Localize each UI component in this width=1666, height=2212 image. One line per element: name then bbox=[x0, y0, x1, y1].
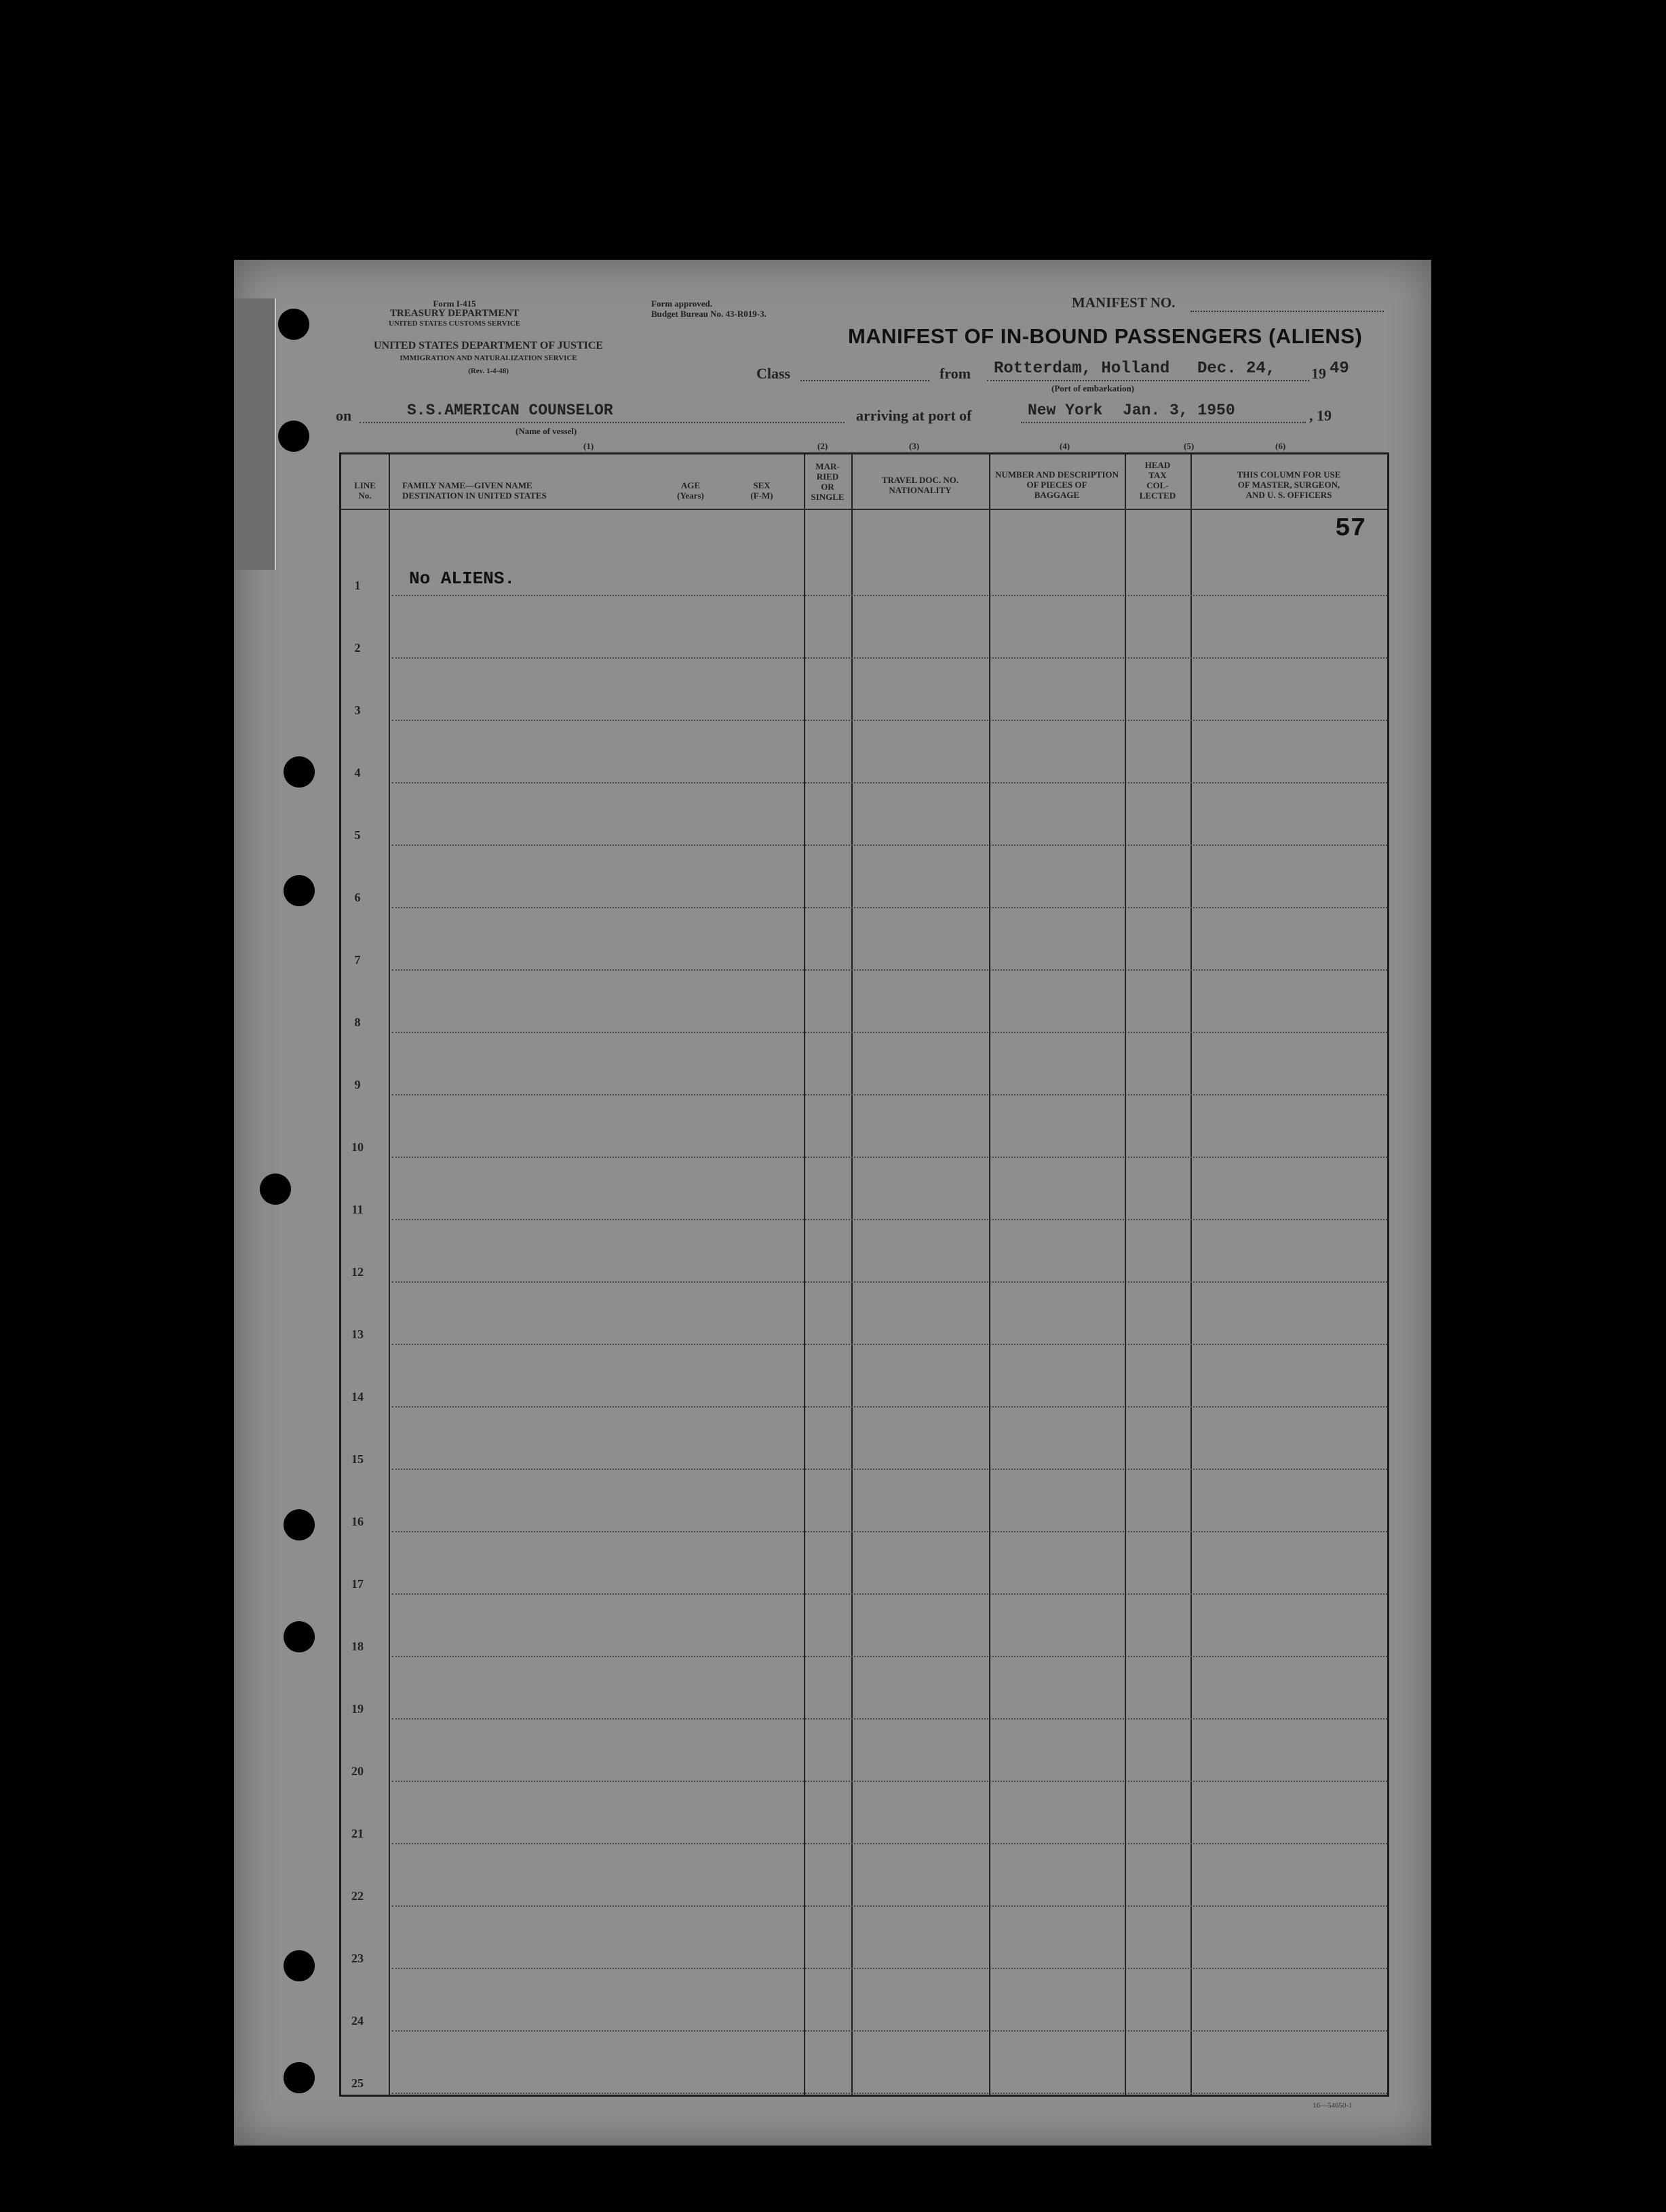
row-line bbox=[392, 1968, 1387, 1969]
row-number: 13 bbox=[351, 1327, 364, 1341]
class-label: Class bbox=[756, 365, 791, 382]
row-line bbox=[392, 969, 1387, 971]
row-number: 11 bbox=[351, 1203, 364, 1216]
justice-block bbox=[332, 339, 644, 378]
binder-hole bbox=[284, 1621, 315, 1652]
col-divider bbox=[851, 454, 853, 2095]
port-embarkation-label: (Port of embarkation) bbox=[1051, 383, 1135, 393]
row-number: 17 bbox=[351, 1577, 364, 1591]
row-number: 23 bbox=[351, 1952, 364, 1965]
row-line bbox=[392, 1656, 1387, 1657]
col-header-age: AGE (Years) bbox=[677, 480, 704, 501]
col-divider bbox=[804, 454, 805, 2095]
row-number: 14 bbox=[351, 1390, 364, 1403]
row-number: 19 bbox=[351, 1702, 364, 1715]
col-divider bbox=[389, 454, 390, 2095]
manifest-no-label: MANIFEST NO. bbox=[1072, 294, 1176, 311]
row-line bbox=[392, 782, 1387, 783]
row-line bbox=[392, 1344, 1387, 1345]
binder-hole bbox=[284, 1950, 315, 1981]
row-line bbox=[392, 720, 1387, 721]
row-number: 4 bbox=[354, 766, 361, 779]
dept-justice: UNITED STATES DEPARTMENT OF JUSTICE bbox=[373, 340, 604, 351]
colnum-5: (5) bbox=[1184, 441, 1195, 451]
binder-hole bbox=[278, 421, 309, 452]
from-port: Rotterdam, Holland bbox=[994, 360, 1170, 378]
binder-hole bbox=[260, 1173, 291, 1205]
row-line bbox=[392, 1905, 1387, 1907]
row-number: 22 bbox=[351, 1889, 364, 1903]
col-header-line: LINE No. bbox=[354, 480, 376, 501]
colnum-6: (6) bbox=[1275, 441, 1286, 451]
approval-block bbox=[651, 298, 767, 319]
on-label: on bbox=[336, 407, 352, 424]
row-line bbox=[392, 1843, 1387, 1844]
row-line bbox=[392, 2093, 1387, 2094]
passenger-table bbox=[339, 452, 1389, 2097]
row-number: 7 bbox=[354, 953, 361, 967]
entry-no-aliens: No ALIENS. bbox=[409, 568, 516, 589]
page-title: MANIFEST OF IN-BOUND PASSENGERS (ALIENS) bbox=[848, 324, 1363, 348]
col-header-officers: THIS COLUMN FOR USE OF MASTER, SURGEON, AND U. S. OFFICERS bbox=[1237, 469, 1341, 500]
row-line bbox=[392, 1157, 1387, 1158]
row-number: 8 bbox=[354, 1015, 361, 1029]
col-header-sex: SEX (F-M) bbox=[750, 480, 773, 501]
row-number: 10 bbox=[351, 1140, 364, 1154]
form-approved: Form approved. bbox=[651, 298, 713, 309]
row-number: 21 bbox=[351, 1827, 364, 1840]
row-number: 12 bbox=[351, 1265, 364, 1279]
col-header-travel-doc: TRAVEL DOC. NO. NATIONALITY bbox=[881, 475, 959, 495]
col-divider bbox=[989, 454, 990, 2095]
row-number: 9 bbox=[354, 1078, 361, 1091]
row-line bbox=[392, 1593, 1387, 1595]
colnum-3: (3) bbox=[909, 441, 920, 451]
year-prefix: 19 bbox=[1311, 365, 1326, 382]
col-header-name: FAMILY NAME—GIVEN NAME DESTINATION IN UNITED STATES bbox=[402, 480, 547, 501]
vessel-label: (Name of vessel) bbox=[516, 426, 577, 436]
row-line bbox=[392, 1032, 1387, 1033]
arriving-label: arriving at port of bbox=[856, 407, 972, 424]
row-line bbox=[392, 1094, 1387, 1095]
form-block bbox=[353, 298, 556, 329]
arrival-line bbox=[1021, 422, 1306, 423]
header-rule bbox=[341, 509, 1387, 510]
row-line bbox=[392, 1781, 1387, 1782]
row-line bbox=[392, 595, 1387, 596]
row-number: 3 bbox=[354, 703, 361, 717]
binder-hole bbox=[278, 309, 309, 340]
customs-service: UNITED STATES CUSTOMS SERVICE bbox=[388, 319, 521, 328]
stamp-number: 57 bbox=[1335, 514, 1366, 543]
year-suffix: 49 bbox=[1330, 360, 1349, 378]
col-divider bbox=[1190, 454, 1192, 2095]
row-number: 6 bbox=[354, 891, 361, 904]
colnum-4: (4) bbox=[1060, 441, 1070, 451]
binder-hole bbox=[284, 875, 315, 906]
form-number: Form I-415 bbox=[433, 298, 476, 309]
ins-service: IMMIGRATION AND NATURALIZATION SERVICE bbox=[400, 354, 577, 362]
revision: (Rev. 1-4-48) bbox=[468, 367, 509, 375]
row-number: 20 bbox=[351, 1764, 364, 1778]
row-number: 24 bbox=[351, 2014, 364, 2027]
manifest-no-line bbox=[1190, 311, 1384, 312]
budget-bureau: Budget Bureau No. 43-R019-3. bbox=[651, 309, 767, 319]
col-header-baggage: NUMBER AND DESCRIPTION OF PIECES OF BAGGAGE bbox=[994, 469, 1119, 500]
row-line bbox=[392, 1219, 1387, 1220]
row-line bbox=[392, 1718, 1387, 1720]
row-line bbox=[392, 1281, 1387, 1283]
from-line bbox=[987, 380, 1309, 381]
row-number: 25 bbox=[351, 2076, 364, 2090]
binder-hole bbox=[284, 2062, 315, 2093]
col-header-head-tax: HEAD TAX COL- LECTED bbox=[1139, 460, 1176, 501]
row-number: 15 bbox=[351, 1452, 364, 1466]
footer-code: 16—54650-1 bbox=[1313, 2101, 1353, 2110]
arrival-port: New York bbox=[1028, 402, 1103, 419]
vessel-line bbox=[360, 422, 845, 423]
row-line bbox=[392, 1531, 1387, 1532]
col-header-married: MAR- RIED OR SINGLE bbox=[811, 461, 845, 502]
arrival-date: Jan. 3, 1950 bbox=[1123, 402, 1235, 419]
row-line bbox=[392, 2030, 1387, 2032]
row-line bbox=[392, 907, 1387, 908]
binder-hole bbox=[284, 1509, 315, 1540]
row-number: 5 bbox=[354, 828, 361, 842]
colnum-1: (1) bbox=[583, 441, 594, 451]
row-line bbox=[392, 1406, 1387, 1408]
row-number: 2 bbox=[354, 641, 361, 655]
treasury-department: TREASURY DEPARTMENT bbox=[389, 308, 520, 319]
row-line bbox=[392, 1469, 1387, 1470]
row-number: 1 bbox=[354, 579, 361, 592]
colnum-2: (2) bbox=[817, 441, 828, 451]
vessel-name: S.S.AMERICAN COUNSELOR bbox=[407, 402, 613, 419]
row-number: 18 bbox=[351, 1639, 364, 1653]
binder-hole bbox=[284, 756, 315, 788]
class-line bbox=[800, 380, 929, 381]
from-label: from bbox=[939, 365, 971, 382]
row-line bbox=[392, 845, 1387, 846]
row-number: 16 bbox=[351, 1515, 364, 1528]
torn-edge bbox=[234, 298, 276, 570]
col-divider bbox=[1125, 454, 1126, 2095]
row-line bbox=[392, 657, 1387, 659]
from-date: Dec. 24, bbox=[1197, 360, 1276, 378]
year-suffix-label: , 19 bbox=[1309, 407, 1332, 424]
